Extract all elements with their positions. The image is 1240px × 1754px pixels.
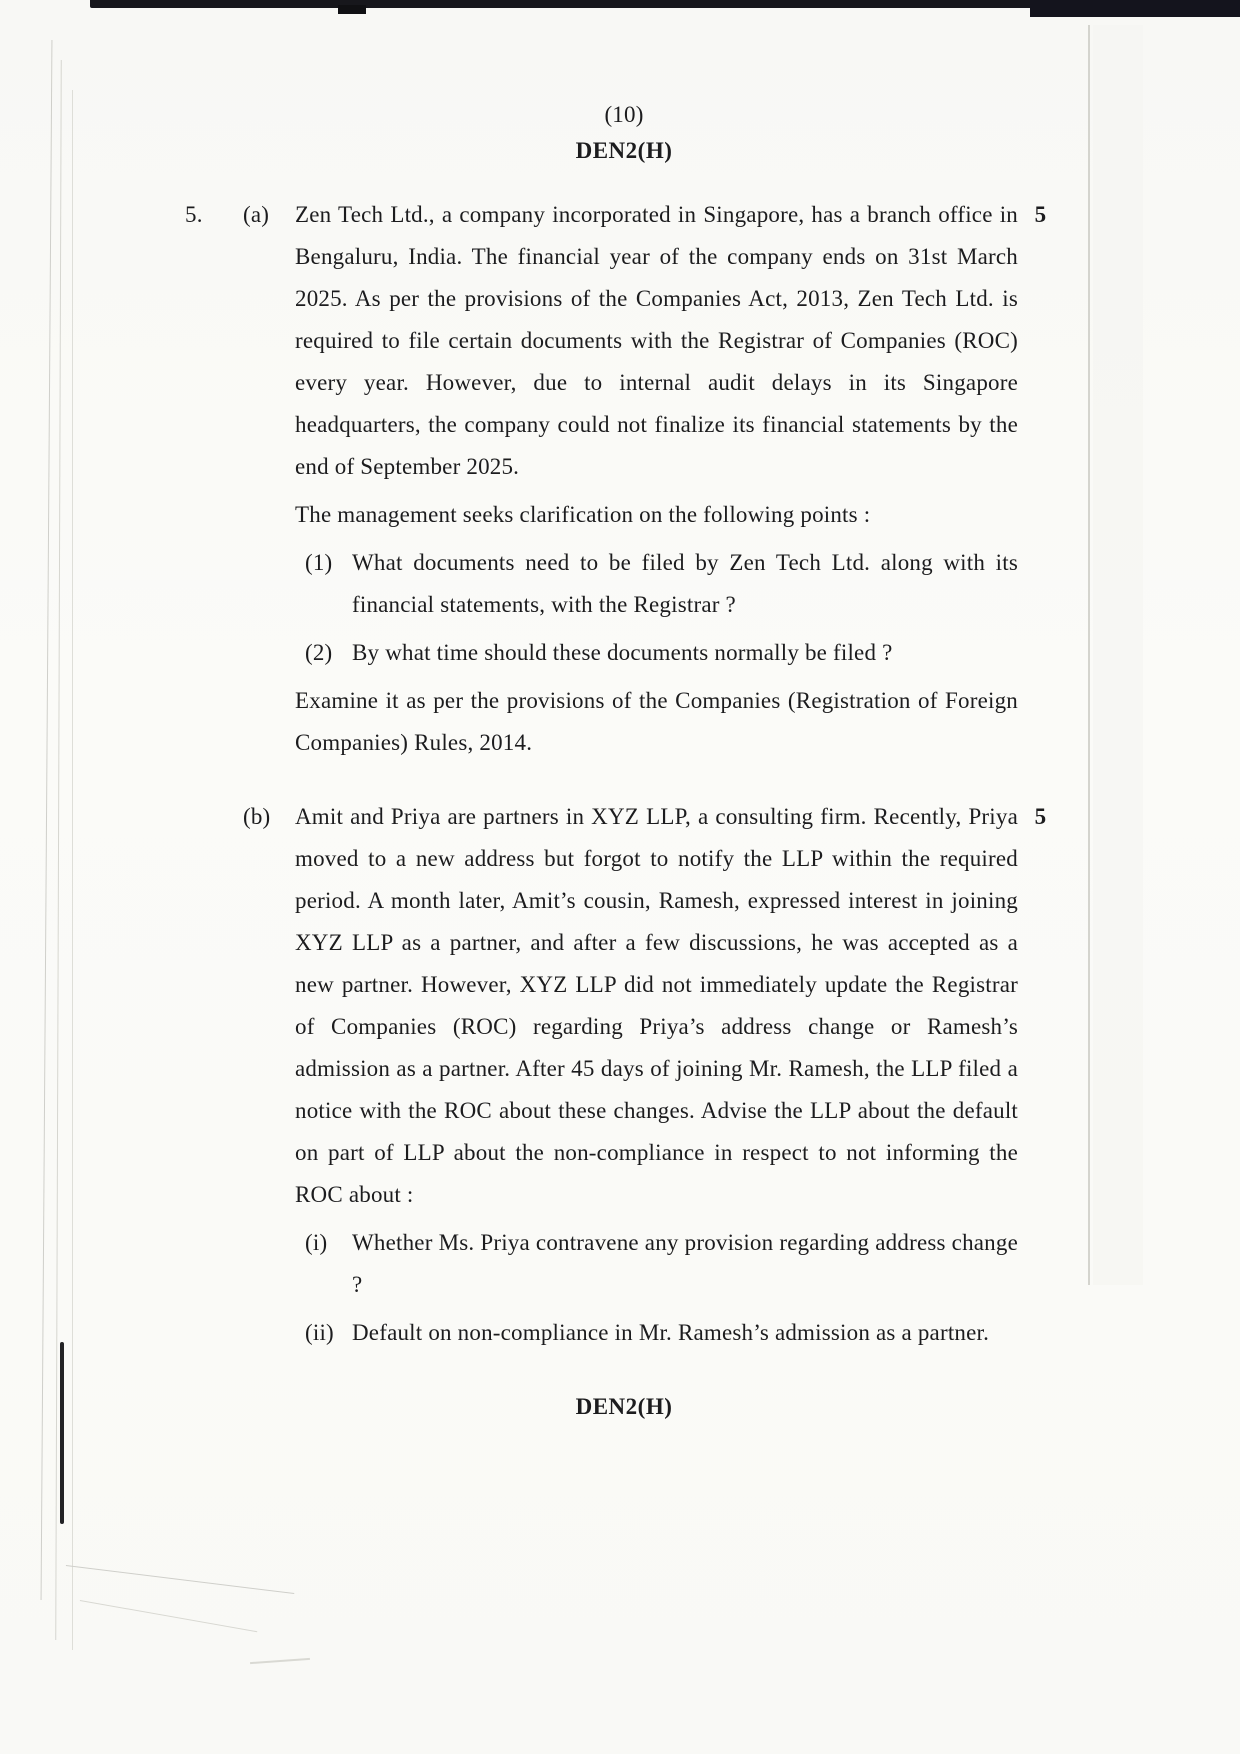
part-b-marks: 5 (1034, 804, 1047, 829)
scan-artifact-left-page-edge (41, 40, 53, 1600)
footer-code: DEN2(H) (575, 1394, 673, 1419)
part-a-subitem-2 (305, 632, 1018, 674)
part-a-marks: 5 (1034, 202, 1047, 227)
subitem-text: Default on non-compliance in Mr. Ramesh’s admission as a partner. (352, 1320, 990, 1345)
part-a-body (295, 194, 1018, 770)
scan-artifact-bottom-edge (66, 1565, 294, 1594)
part-a-lead: The management seeks clarification on the following points : (295, 502, 871, 527)
question-part-a (185, 194, 1063, 770)
scan-artifact-left-ink-line (60, 1342, 64, 1524)
part-b-subitem-1 (305, 1222, 1018, 1306)
subitem-text: What documents need to be filed by Zen Tech Ltd. along with its financial statements, with the Registrar ? (352, 550, 1018, 617)
part-a-intro: Zen Tech Ltd., a company incorporated in Singapore, has a branch office in Bengaluru, India. The financial year of the company ends on 31st March 2025. As per the provisions of the Companies Act, 2013, Zen Tech Ltd. is required to file certain documents with the Registrar of Companies (ROC) every year. However, due to internal audit delays in its Singapore headquarters, the company could not finalize its financial statements by the end of September 2025. (295, 202, 1018, 479)
scan-artifact-bottom-edge (80, 1600, 257, 1632)
header-code: DEN2(H) (575, 138, 673, 163)
page-number: (10) (604, 102, 644, 127)
scan-artifact-right-shadow (1093, 25, 1143, 1285)
part-b-intro: Amit and Priya are partners in XYZ LLP, a consulting firm. Recently, Priya moved to a new address but forgot to notify the LLP within the required period. A month later, Amit’s cousin, Ramesh, expressed interest in joining XYZ LLP as a partner, and after a few discussions, he was accepted as a new partner. However, XYZ LLP did not immediately update the Registrar of Companies (ROC) regarding Priya’s address change or Ramesh’s admission as a partner. After 45 days of joining Mr. Ramesh, the LLP filed a notice with the ROC about these changes. Advise the LLP about the default on part of LLP about the non-compliance in respect to not informing the ROC about : (295, 804, 1018, 1207)
part-b-label: (b) (243, 804, 271, 829)
scan-artifact-right-page-edge (1088, 25, 1090, 1285)
scan-artifact-left-page-edge (72, 90, 73, 1650)
part-b-body (295, 796, 1018, 1360)
scan-artifact-top-bar (90, 0, 1090, 8)
part-a-closing: Examine it as per the provisions of the Companies (Registration of Foreign Companies) Rules, 2014. (295, 688, 1018, 755)
subitem-label: (i) (305, 1230, 328, 1255)
question-number: 5. (185, 202, 203, 227)
subitem-label: (ii) (305, 1320, 334, 1345)
part-a-label: (a) (243, 202, 270, 227)
subitem-text: By what time should these documents normally be filed ? (352, 640, 893, 665)
scan-artifact-smudge (250, 1658, 310, 1664)
document-content (185, 100, 1063, 1422)
part-b-subitem-2 (305, 1312, 1018, 1354)
scan-artifact-top-notch (338, 5, 366, 14)
subitem-label: (1) (305, 550, 333, 575)
subitem-text: Whether Ms. Priya contravene any provision regarding address change ? (352, 1230, 1018, 1297)
subitem-label: (2) (305, 640, 333, 665)
part-a-subitem-1 (305, 542, 1018, 626)
scan-artifact-top-bar-right (1030, 0, 1240, 17)
question-part-b (185, 796, 1063, 1360)
